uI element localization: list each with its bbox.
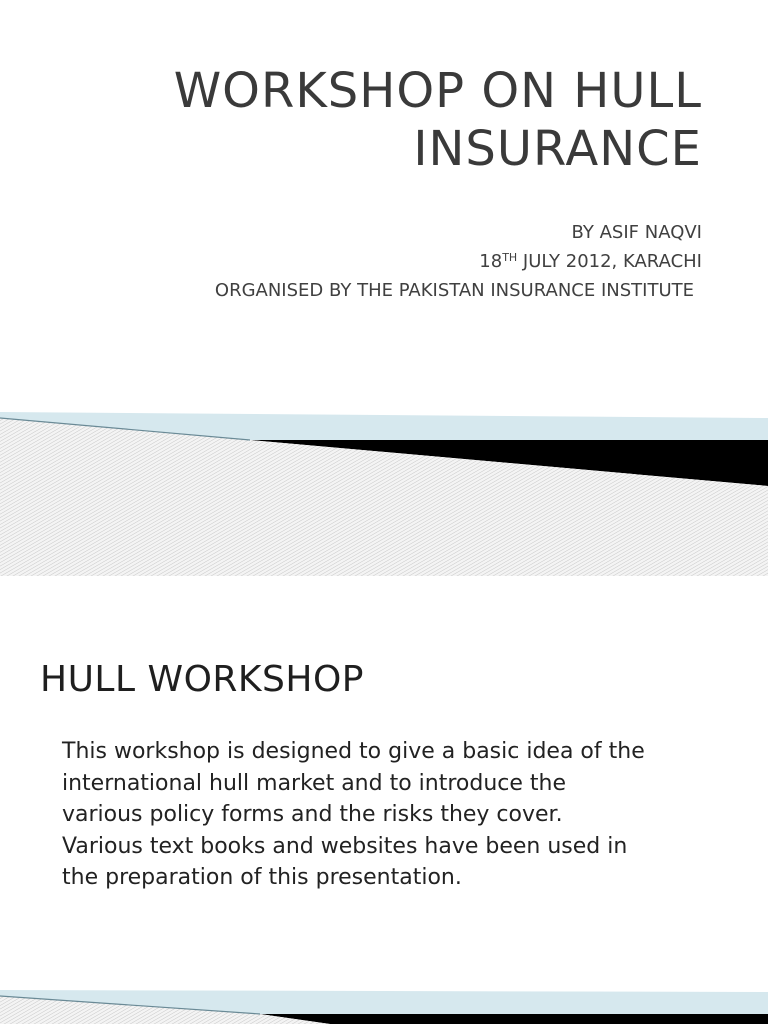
title-line-2: INSURANCE: [413, 121, 702, 177]
bottom-decorative-band: [0, 988, 768, 1024]
slide-heading: HULL WORKSHOP: [40, 659, 364, 700]
slide-body: [62, 736, 752, 894]
organiser-line: ORGANISED BY THE PAKISTAN INSURANCE INSTITUTE: [214, 280, 694, 301]
author-line: BY ASIF NAQVI: [571, 222, 702, 243]
slide-subtitle: [22, 218, 702, 305]
date-day: 18: [479, 251, 503, 272]
date-ordinal: TH: [502, 251, 518, 264]
date-rest: JULY 2012, KARACHI: [517, 251, 702, 272]
content-slide: [0, 576, 768, 1024]
decorative-band: [0, 410, 768, 576]
slide-title: [22, 62, 702, 178]
body-line: various policy forms and the risks they cover.: [62, 802, 563, 827]
body-line: the preparation of this presentation.: [62, 865, 462, 890]
body-line: This workshop is designed to give a basic idea of the: [62, 739, 645, 764]
title-line-1: WORKSHOP ON HULL: [173, 63, 702, 119]
black-band: [260, 1014, 768, 1024]
body-line: international hull market and to introduce the: [62, 770, 567, 796]
date-line: [22, 247, 702, 276]
body-line: Various text books and websites have been used in: [62, 833, 628, 859]
